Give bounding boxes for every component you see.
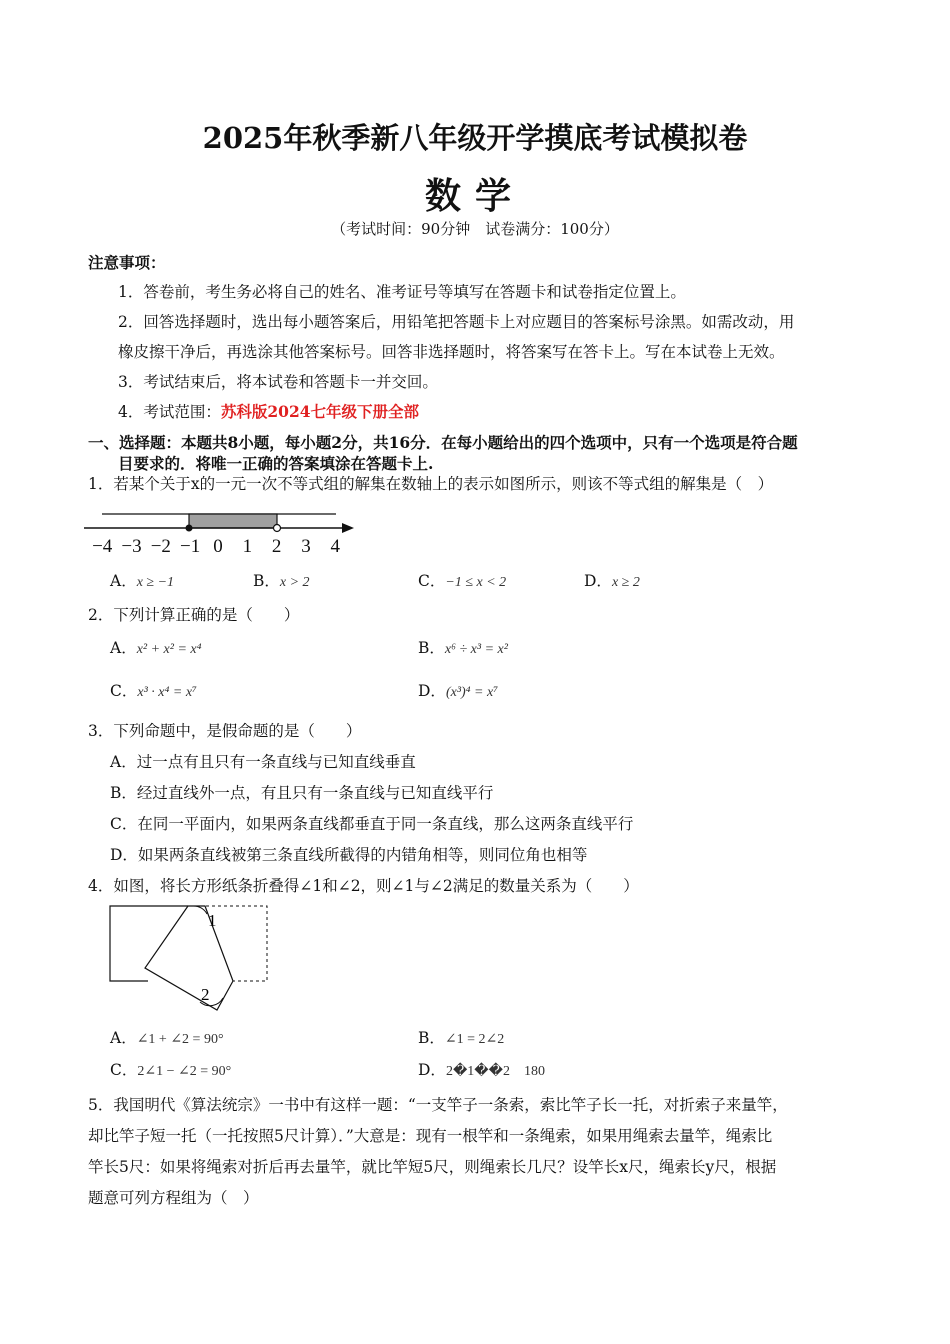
q2-option-d-label: D． [418, 682, 446, 700]
q1-tick-label: 2 [271, 536, 282, 557]
q1-option-b-math: x > 2 [279, 575, 310, 590]
q2-stem: 2．下列计算正确的是（ ） [88, 606, 300, 624]
q4-option-b-label: B． [418, 1029, 445, 1047]
q1-option-c[interactable] [418, 569, 506, 591]
q2-option-a-label: A． [110, 639, 137, 657]
q1-tick-label: 3 [301, 536, 311, 557]
q1-option-d-math: x ≥ 2 [611, 575, 640, 590]
q2-option-b[interactable] [418, 636, 508, 658]
q4-option-b[interactable] [418, 1026, 504, 1048]
q3-option-a[interactable]: A．过一点有且只有一条直线与已知直线垂直 [110, 753, 416, 771]
q1-option-d[interactable] [584, 569, 640, 591]
q1-tick-label: −3 [121, 536, 142, 557]
q1-option-b-label: B． [253, 572, 280, 590]
q1-solution-interval [189, 514, 277, 528]
note-1: 1．答卷前，考生务必将自己的姓名、准考证号等填写在答题卡和试卷指定位置上。 [118, 283, 686, 301]
q1-stem: 1．若某个关于x的一元一次不等式组的解集在数轴上的表示如图所示，则该不等式组的解集是（ ） [88, 475, 774, 493]
q1-solid-point [186, 525, 193, 532]
q2-option-a[interactable] [110, 636, 202, 658]
q1-option-d-label: D． [584, 572, 612, 590]
q1-option-c-label: C． [418, 572, 446, 590]
q1-option-a-math: x ≥ −1 [136, 575, 175, 590]
q1-axis-arrow [342, 523, 354, 533]
q1-option-c-math: −1 ≤ x < 2 [445, 575, 507, 590]
q5-line1: 5．我国明代《算法统宗》一书中有这样一题：“一支竿子一条索，索比竿子长一托，对折索子来量竿， [88, 1096, 788, 1114]
note-2a: 2．回答选择题时，选出每小题答案后，用铅笔把答题卡上对应题目的答案标号涂黑。如需改动，用 [118, 313, 795, 331]
q4-option-d-math: 2�1��2 180 [445, 1064, 546, 1079]
exam-title: 2025年秋季新八年级开学摸底考试模拟卷 [202, 121, 748, 155]
q1-option-a-label: A． [110, 572, 137, 590]
subject-title: 数学 [424, 175, 525, 217]
note-4 [118, 400, 419, 422]
q3-stem: 3．下列命题中，是假命题的是（ ） [88, 722, 362, 740]
q4-folded-strip-figure [105, 900, 275, 1015]
q2-option-a-math: x² + x² = x⁴ [136, 642, 202, 657]
q1-tick-label: −1 [180, 536, 201, 557]
exam-scope: 苏科版2024七年级下册全部 [220, 402, 420, 421]
exam-info: （考试时间：90分钟 试卷满分：100分） [331, 220, 619, 238]
q2-option-b-label: B． [418, 639, 445, 657]
q1-option-b[interactable] [253, 569, 310, 591]
q4-option-d[interactable] [418, 1058, 545, 1080]
q1-tick-label: 1 [242, 536, 253, 557]
q1-tick-label: 4 [330, 536, 340, 557]
notes-heading: 注意事项： [88, 253, 166, 272]
q4-option-a[interactable] [110, 1026, 224, 1048]
section1-line1: 一、选择题：本题共8小题，每小题2分，共16分．在每小题给出的四个选项中，只有一个选项是符合题 [88, 433, 798, 452]
q2-option-b-math: x⁶ ÷ x³ = x² [444, 642, 508, 657]
q4-option-d-label: D． [418, 1061, 446, 1079]
q1-tick-label: 0 [213, 536, 223, 557]
q4-option-a-label: A． [110, 1029, 137, 1047]
q1-tick-label: −2 [150, 536, 171, 557]
q4-option-c-math: 2∠1 − ∠2 = 90° [137, 1064, 232, 1079]
q2-option-d-math: (x³)⁴ = x⁷ [445, 685, 499, 700]
q5-line2: 却比竿子短一托（一托按照5尺计算）．”大意是：现有一根竿和一条绳索，如果用绳索去量竿，绳索比 [88, 1127, 773, 1145]
q1-option-a[interactable] [110, 569, 174, 591]
q4-angle1-label: 1 [208, 911, 217, 930]
q4-strip-dashed-part [188, 906, 267, 981]
q2-option-c-math: x³ · x⁴ = x⁷ [137, 685, 197, 700]
q3-option-c[interactable]: C．在同一平面内，如果两条直线都垂直于同一条直线，那么这两条直线平行 [110, 815, 634, 833]
q2-option-d[interactable] [418, 679, 498, 701]
q4-option-c-label: C． [110, 1061, 138, 1079]
q3-option-d[interactable]: D．如果两条直线被第三条直线所截得的内错角相等，则同位角也相等 [110, 846, 588, 864]
q5-line3: 竿长5尺：如果将绳索对折后再去量竿，就比竿短5尺，则绳索长几尺？设竿长x尺，绳索长y尺，根据 [88, 1158, 777, 1176]
note-4-prefix: 4．考试范围： [118, 403, 221, 421]
q4-folded-part [145, 906, 233, 1010]
q4-stem: 4．如图，将长方形纸条折叠得∠1和∠2，则∠1与∠2满足的数量关系为（ ） [88, 877, 639, 895]
note-2b: 橡皮擦干净后，再选涂其他答案标号。回答非选择题时，将答案写在答卡上。写在本试卷上无效。 [118, 343, 785, 361]
q5-line4: 题意可列方程组为（ ） [88, 1189, 259, 1207]
q4-option-b-math: ∠1 = 2∠2 [444, 1032, 505, 1047]
q1-number-line [84, 498, 364, 560]
note-3: 3．考试结束后，将本试卷和答题卡一并交回。 [118, 373, 438, 391]
q3-option-b[interactable]: B．经过直线外一点，有且只有一条直线与已知直线平行 [110, 784, 494, 802]
q2-option-c-label: C． [110, 682, 138, 700]
q4-option-c[interactable] [110, 1058, 231, 1080]
q1-tick-label: −4 [92, 536, 113, 557]
q1-open-point [274, 525, 281, 532]
section1-line2: 目要求的．将唯一正确的答案填涂在答题卡上. [118, 454, 434, 473]
q2-option-c[interactable] [110, 679, 197, 701]
q4-option-a-math: ∠1 + ∠2 = 90° [136, 1032, 224, 1047]
q4-angle2-label: 2 [201, 985, 210, 1004]
